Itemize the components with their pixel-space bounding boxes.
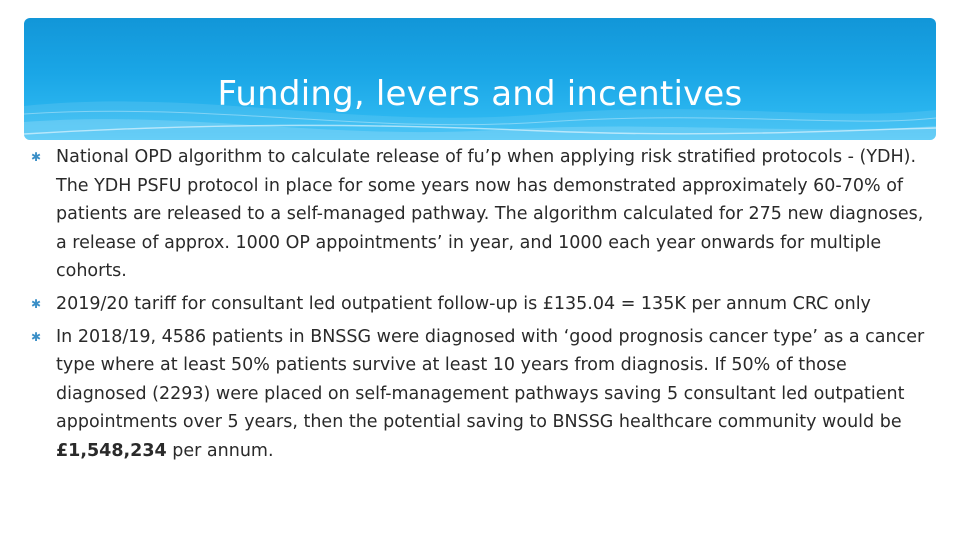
- bullet-text-end: per annum.: [166, 440, 274, 461]
- bullet-item: [30, 290, 935, 319]
- bullet-text: In 2018/19, 4586 patients in BNSSG were diagnosed with ‘good prognosis cancer type’ as a cancer type where at least 50% patients survive at least 10 years from diagnosis. If 50% of those diagnosed (2293) were placed on self-management pathways saving 5 consultant led outpatient appointments over 5 years, then the potential saving to BNSSG healthcare community would be: [56, 326, 925, 433]
- annual-saving-figure: £1,548,234: [56, 440, 167, 461]
- title-banner: [24, 18, 936, 140]
- asterisk-bullet-icon: ✱: [31, 329, 42, 344]
- slide-title: Funding, levers and incentives: [217, 74, 743, 114]
- bullet-list: [30, 143, 935, 470]
- asterisk-bullet-icon: ✱: [31, 296, 42, 311]
- bullet-text: 2019/20 tariff for consultant led outpatient follow-up is £135.04 = 135K per annum CRC only: [56, 293, 871, 314]
- bullet-text: National OPD algorithm to calculate release of fu’p when applying risk stratified protocols - (YDH). The YDH PSFU protocol in place for some years now has demonstrated approximately 60-70% of patients are released to a self-managed pathway. The algorithm calculated for 275 new diagnoses, a release of approx. 1000 OP appointments’ in year, and 1000 each year onwards for multiple cohorts.: [56, 147, 924, 282]
- asterisk-bullet-icon: ✱: [31, 150, 42, 164]
- bullet-item: [30, 143, 935, 286]
- bullet-item: [30, 323, 935, 466]
